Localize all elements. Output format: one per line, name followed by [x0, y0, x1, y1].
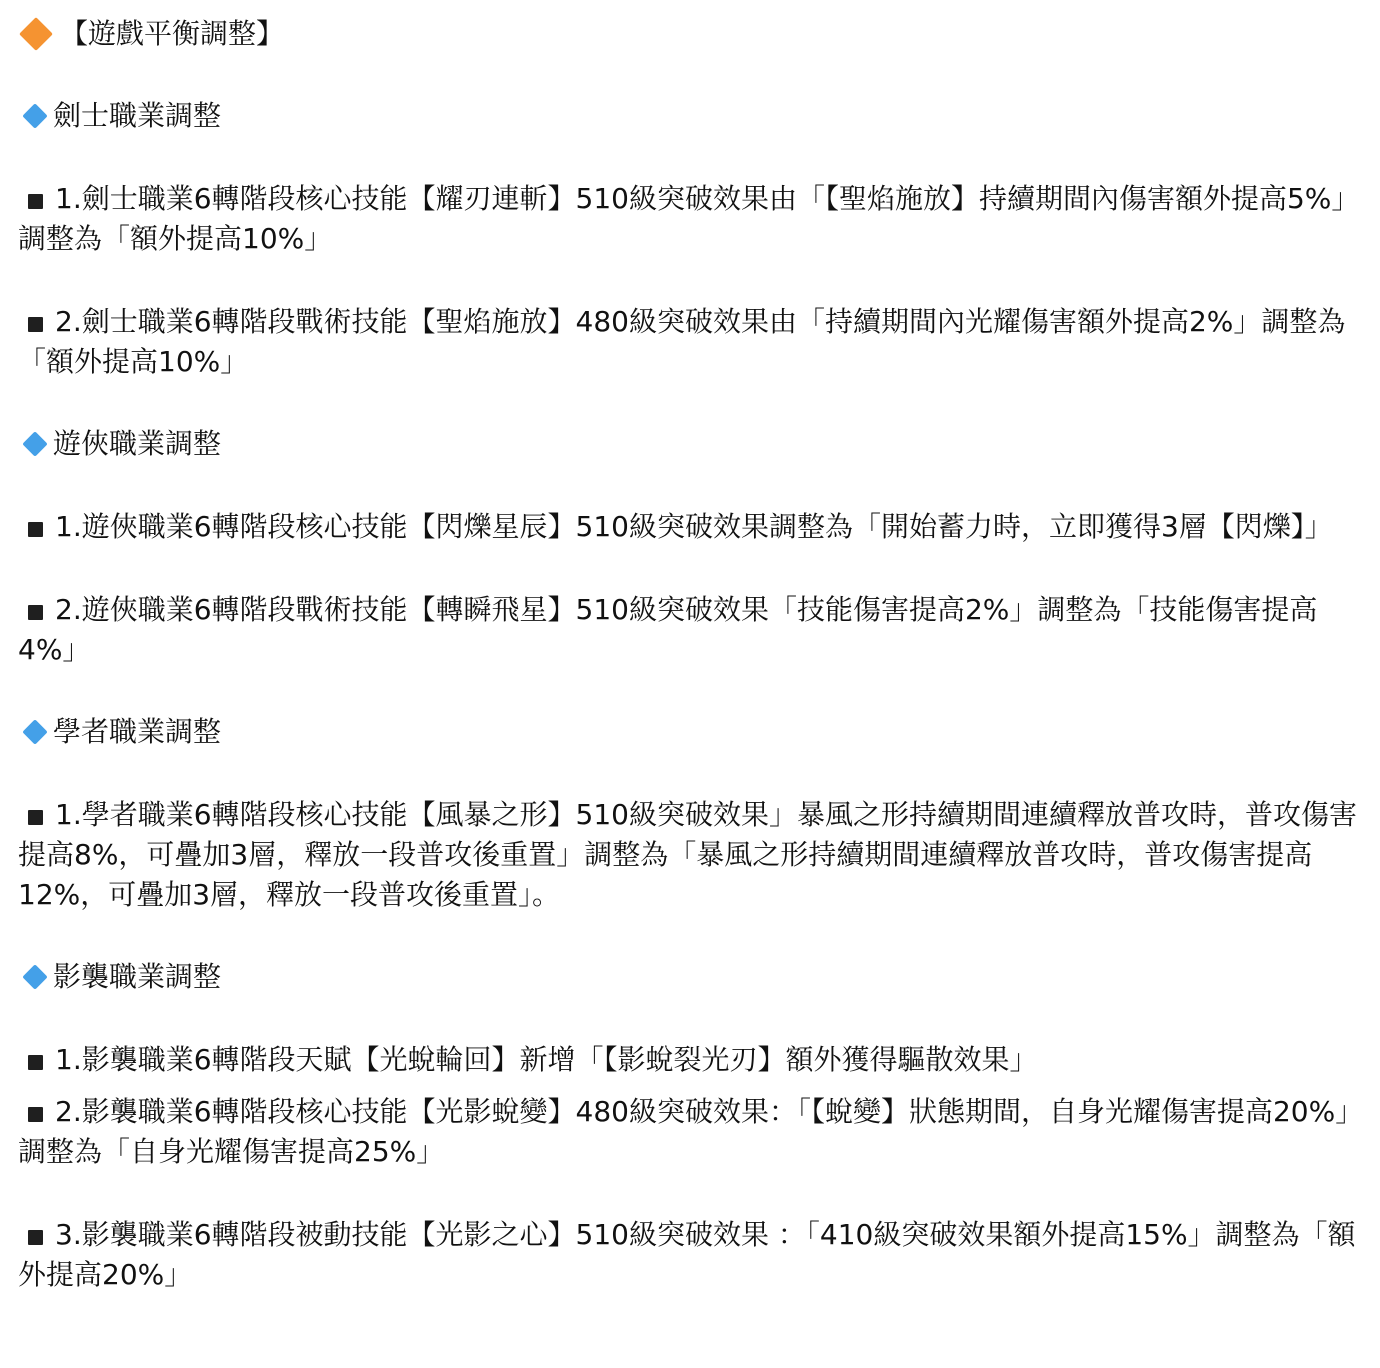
item-text: 2.遊俠職業6轉階段戰術技能【轉瞬飛星】510級突破效果「技能傷害提高2%」調整為「技能傷害提高4%」	[18, 593, 1318, 666]
black-square-icon	[28, 810, 43, 825]
blue-diamond-icon	[22, 431, 47, 456]
black-square-icon	[28, 1055, 43, 1070]
item-text: 1.影襲職業6轉階段天賦【光蛻輪回】新增「【影蛻裂光刃】額外獲得驅散效果」	[55, 1043, 1038, 1076]
list-item	[18, 795, 1366, 915]
black-square-icon	[28, 317, 43, 332]
list-item	[18, 507, 1366, 547]
section-scholar	[18, 712, 1366, 915]
black-square-icon	[28, 1107, 43, 1122]
item-text: 1.劍士職業6轉階段核心技能【耀刃連斬】510級突破效果由「【聖焰施放】持續期間內傷害額外提高5%」調整為「額外提高10%」	[18, 182, 1360, 255]
page-title-line	[18, 14, 1366, 54]
list-item	[18, 1092, 1366, 1172]
blue-diamond-icon	[22, 964, 47, 989]
item-text: 3.影襲職業6轉階段被動技能【光影之心】510級突破效果 ：「410級突破效果額外提高15%」調整為「額外提高20%」	[18, 1218, 1356, 1291]
orange-diamond-icon	[19, 17, 53, 51]
black-square-icon	[28, 1230, 43, 1245]
section-heading: 學者職業調整	[53, 715, 222, 748]
blue-diamond-icon	[22, 103, 47, 128]
section-header	[18, 712, 1366, 752]
item-text: 2.劍士職業6轉階段戰術技能【聖焰施放】480級突破效果由「持續期間內光耀傷害額外提高2%」調整為「額外提高10%」	[18, 305, 1346, 378]
section-header	[18, 424, 1366, 464]
list-item	[18, 1215, 1366, 1295]
blue-diamond-icon	[22, 719, 47, 744]
item-text: 2.影襲職業6轉階段核心技能【光影蛻變】480級突破效果：「【蛻變】狀態期間，自身光耀傷害提高20%」調整為「自身光耀傷害提高25%」	[18, 1095, 1364, 1168]
section-heading: 遊俠職業調整	[53, 427, 222, 460]
list-item	[18, 1040, 1366, 1080]
section-heading: 影襲職業調整	[53, 960, 222, 993]
section-header	[18, 96, 1366, 136]
black-square-icon	[28, 522, 43, 537]
section-swordsman	[18, 96, 1366, 382]
section-header	[18, 957, 1366, 997]
section-ranger	[18, 424, 1366, 670]
section-heading: 劍士職業調整	[53, 99, 222, 132]
item-text: 1.學者職業6轉階段核心技能【風暴之形】510級突破效果」暴風之形持續期間連續釋放普攻時，普攻傷害提高8%，可疊加3層，釋放一段普攻後重置」調整為「暴風之形持續期間連續釋放普攻時，普攻傷害提高12%，可疊加3層，釋放一段普攻後重置」。	[18, 798, 1357, 911]
list-item	[18, 590, 1366, 670]
item-text: 1.遊俠職業6轉階段核心技能【閃爍星辰】510級突破效果調整為「開始蓄力時，立即獲得3層【閃爍】」	[55, 510, 1333, 543]
patch-notes	[18, 14, 1366, 1337]
list-item	[18, 302, 1366, 382]
page-title: 【遊戲平衡調整】	[60, 17, 285, 50]
black-square-icon	[28, 194, 43, 209]
black-square-icon	[28, 605, 43, 620]
section-shadow-assassin	[18, 957, 1366, 1295]
list-item	[18, 179, 1366, 259]
